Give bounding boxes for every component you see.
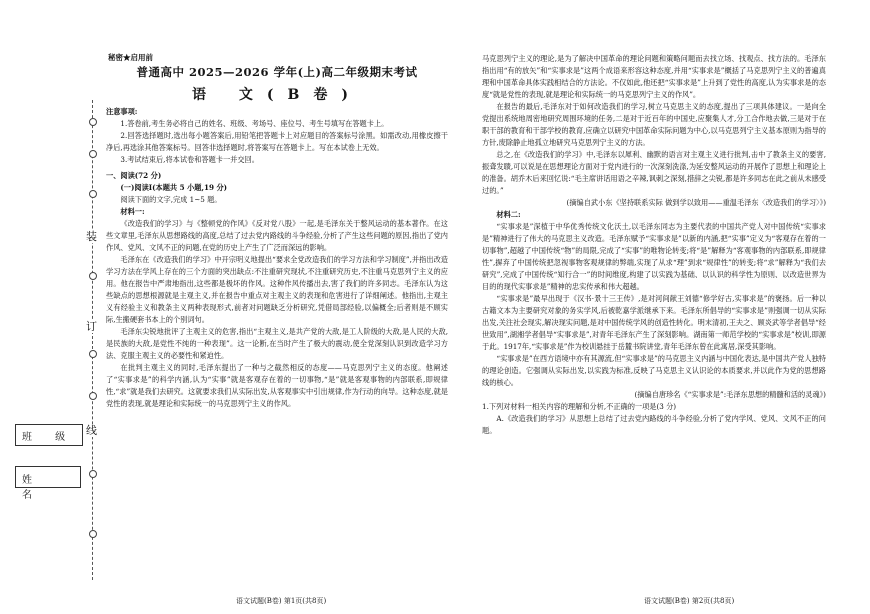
name-label: 姓 名 (22, 475, 42, 501)
instruction: 阅读下面的文字,完成 1~5 题。 (120, 195, 222, 204)
question-option: A.《改造我们的学习》从思想上总结了过去党内路线的斗争经验,分析了党内学风、党风、文风不正的问题。 (482, 414, 826, 435)
footer-right: 语文试题(B卷) 第2页(共8页) (644, 597, 735, 605)
class-box[interactable] (15, 424, 83, 446)
note-item: 1.答卷前,考生务必将自己的姓名、班级、考场号、座位号、考生号填写在答题卡上。 (120, 119, 389, 128)
paragraph: “实事求是”深植于中华优秀传统文化沃土,以毛泽东同志为主要代表的中国共产党人对中国传统“实事求是”精神进行了伟大的马克思主义改造。毛泽东赋予“实事求是”以新的内涵,把“实事”定义为“客观存在着的一切事物”,超越了中国传统“物”的局限,完成了“实事”的唯物论转变;将“是”解释为“客观事物的内部联系,即规律性”,摒弃了中国传统把忽视事物客观规律的弊端,实现了从求“理”到求“规律性”的转变;将“求”解释为“我们去研究”,完成了中国传统“知行合一”的时间维度,构建了以实践为基础、以认识的科学性为原则、以改造世界为目的的现代实事求是”精神的忠实传承和伟大超越。 (482, 222, 826, 291)
binding-dashed-line (92, 100, 93, 580)
subject-title: 语 文(B卷) (192, 87, 362, 103)
material-label: 材料二: (496, 210, 521, 219)
note-item: 2.回答选择题时,选出每小题答案后,用铅笔把答题卡上对应题目的答案标号涂黑。如需改动,用橡皮擦干净后,再选涂其他答案标号。回答非选择题时,将答案写在答题卡上。写在本试卷上无效。 (106, 131, 448, 152)
paragraph: “实事求是”在西方语境中亦有其源流,但“实事求是”的马克思主义内涵与中国化表达,是中国共产党人独特的理论创造。它强调从实际出发,以实践为标准,反映了马克思主义认识论的本质要求,并以此作为党的思想路线的核心。 (482, 354, 826, 387)
left-column (106, 106, 448, 410)
paragraph: 毛泽东尖锐地批评了主观主义的危害,指出“主观主义,是共产党的大敌,是工人阶级的大敌,是人民的大敌,是民族的大敌,是党性不纯的一种表现”。这一论断,在当时产生了极大的震动,使全党深刻认识到改造学习方法、克服主观主义的必要性和紧迫性。 (106, 327, 448, 360)
footer-left: 语文试题(B卷) 第1页(共8页) (236, 597, 327, 605)
binding-hole (89, 530, 97, 538)
section-heading: 一、阅读(72 分) (106, 171, 162, 180)
paragraph: 总之,在《改造我们的学习》中,毛泽东以犀利、幽默的语言对主观主义进行批判,击中了教条主义的要害,振聋发聩,可以说是在思想理论方面对于党内进行的一次深刻洗涤,为延安整风运动的开展作了思想上和理论上的准备。胡乔木后来回忆说:“毛主席讲话用语之辛辣,讽刺之深刻,措辞之尖锐,都是许多同志在此之前从未感受过的。” (482, 150, 826, 195)
binding-hole (89, 470, 97, 478)
paragraph: 《改造我们的学习》与《整顿党的作风》《反对党八股》一起,是毛泽东关于整风运动的基本著作。在这些文章里,毛泽东从思想路线的高度,总结了过去党内路线的斗争经验,分析了产生这些问题的原因,指出了党内作风、党风、文风不正的问题,在党的历史上产生了广泛而深远的影响。 (106, 219, 448, 252)
name-box[interactable] (15, 466, 81, 501)
binding-hole (89, 272, 97, 280)
notes-heading: 注意事项: (106, 107, 138, 116)
binding-hole (89, 190, 97, 198)
binding-hole (89, 118, 97, 126)
paragraph: 在报告的最后,毛泽东对于如何改造我们的学习,树立马克思主义的态度,提出了三项具体建议。一是向全党提出系统地周密地研究周围环境的任务,二是对于近百年的中国史,应聚集人才,分工合作地去做,三是对于在职干部的教育和干部学校的教育,应确立以研究中国革命实际问题为中心,以马克思列宁主义基本原则为指导的方针,废除静止地孤立地研究马克思列宁主义的方法。 (482, 102, 826, 147)
binding-hole (89, 392, 97, 400)
class-label: 班 级 (22, 432, 76, 443)
binding-hole (89, 350, 97, 358)
paragraph: 毛泽东在《改造我们的学习》中开宗明义地提出“要求全党改造我们的学习方法和学习制度”,并指出改造学习方法在学风上存在的三个方面的突出缺点:不注重研究现状,不注重研究历史,不注重马克思列宁主义的应用。他在报告中严肃地指出,这些都是极坏的作风。这种作风传播出去,害了我们的许多同志。毛泽东认为这些缺点的思想根源就是主观主义,并在报告中重点对主观主义的表现和危害进行了详细阐述。他指出,主观主义有经验主义和教条主义两种表现形式,前者对问题缺乏分析研究,凭借局部经验,以偏概全;后者则是不顾实际,生搬硬套书本上的个别词句。 (106, 255, 448, 324)
paragraph: “实事求是”最早出现于《汉书·景十三王传》,是对河间献王刘德“修学好古,实事求是”的褒扬。后一种以古籍文本为主要研究对象的务实学风,后被乾嘉学派继承下来。毛泽东所倡导的“实事求是”则强调一切从实际出发,关注社会现实,解决现实问题,是对中国传统学风的创造性转化。明末清初,王夫之、顾炎武等学者倡导“经世致用”,湖湘学者倡导“实事求是”,对青年毛泽东产生了深刻影响。湖南第一师范学校的“实事求是”校训,即源于此。1917年,“实事求是”作为校训悬挂于岳麓书院讲堂,青年毛泽东曾在此寓居,深受其影响。 (482, 294, 826, 351)
material-label: 材料一: (120, 207, 145, 216)
exam-title: 普通高中 2025—2026 学年(上)高二年级期末考试 (136, 65, 418, 79)
binding-char-zhuang: 装 (86, 230, 97, 243)
source-citation: (摘编自武小东《坚持联系实际 做到学以致用——重温毛泽东〈改造我们的学习〉》) (566, 198, 826, 207)
binding-char-ding: 订 (86, 320, 97, 333)
paragraph: 在批判主观主义的同时,毛泽东提出了一种与之截然相反的态度——马克思列宁主义的态度。他阐述了“实事求是”的科学内涵,认为“实事”就是客观存在着的一切事物,“是”就是客观事物的内部联系,即规律性,“求”就是我们去研究。这就要求我们从实际出发,从客观事实中引出规律,作为行动的向导。这种态度,就是党性的表现,就是理论和实际统一的马克思列宁主义的作风。 (106, 363, 448, 408)
right-column (482, 53, 826, 437)
binding-hole (89, 150, 97, 158)
paragraph: 马克思列宁主义的理论,是为了解决中国革命的理论问题和策略问题而去找立场、找观点、找方法的。毛泽东指出用“有的放矢”和“实事求是”这两个成语来形容这种态度,并用“实事求是”概括了马克思列宁主义的普遍真理和中国革命具体实践相结合的方法论。不仅如此,他还把“实事求是”上升到了党性的高度,认为实事求是的态度“就是党性的表现,就是理论和实际统一的马克思列宁主义的作风”。 (482, 54, 826, 99)
subsection-heading: (一)阅读Ⅰ(本题共 5 小题,19 分) (120, 183, 228, 192)
binding-char-xian: 线 (86, 424, 97, 437)
secret-mark: 秘密★启用前 (108, 53, 153, 62)
source-citation: (摘编自唐珍名《“实事求是”:毛泽东思想的精髓和活的灵魂》) (634, 390, 826, 399)
note-item: 3.考试结束后,将本试卷和答题卡一并交回。 (120, 155, 259, 164)
question-stem: 1.下列对材料一相关内容的理解和分析,不正确的一项是(3 分) (482, 402, 677, 411)
